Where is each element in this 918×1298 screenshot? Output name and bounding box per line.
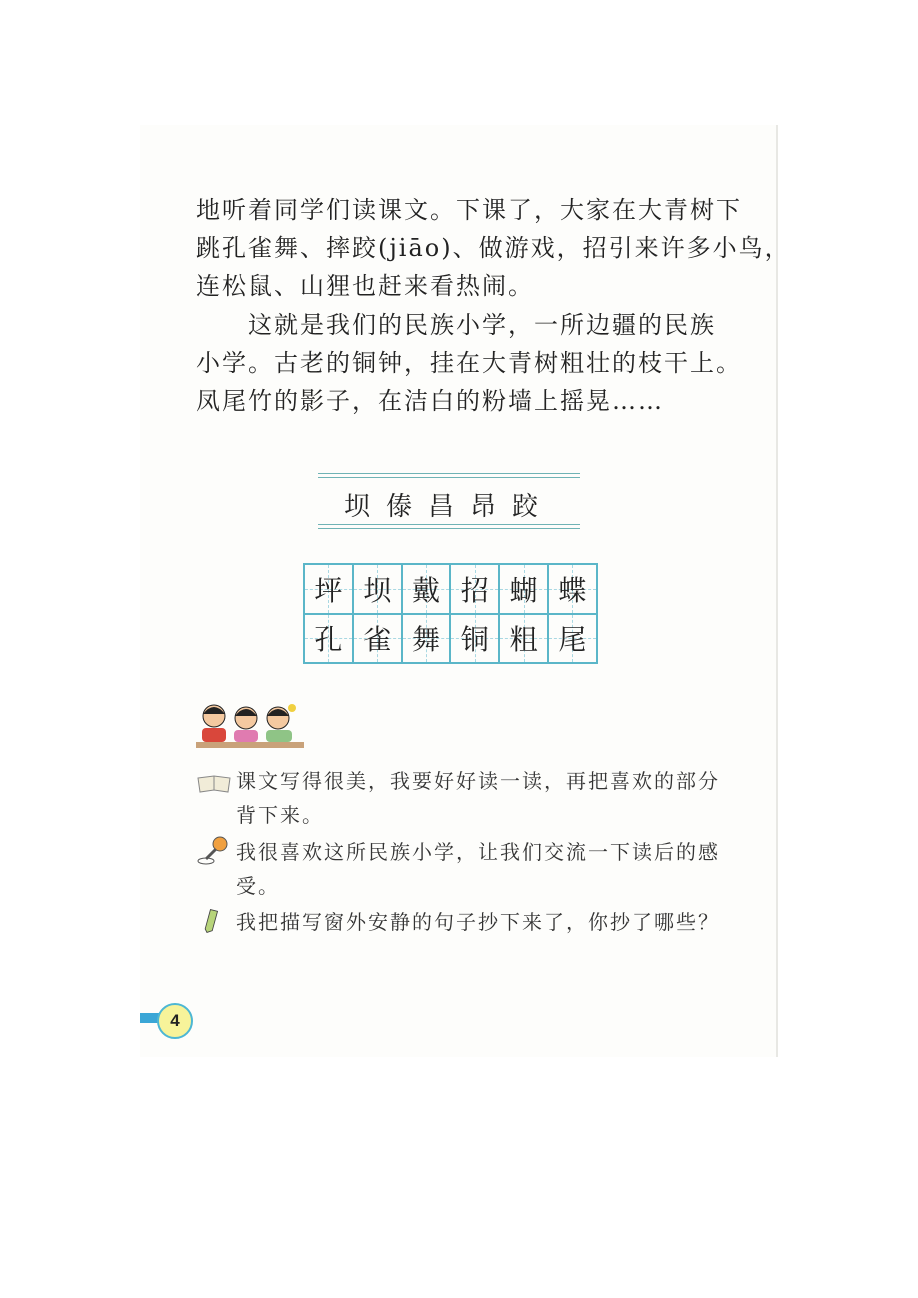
- new-words: 坝傣昌昂跤: [343, 492, 554, 522]
- grid-cell: 招: [450, 564, 499, 614]
- grid-cell: 铜: [450, 614, 499, 664]
- grid-cell: 蝶: [548, 564, 597, 614]
- character-grid: [303, 563, 598, 664]
- passage-line: 连松鼠、山狸也赶来看热闹。: [196, 272, 534, 300]
- new-words-box: [318, 473, 580, 529]
- passage-line: 凤尾竹的影子，在洁白的粉墙上摇晃……: [196, 387, 664, 415]
- tip-text: 课文写得很美，我要好好读一读，再把喜欢的部分: [236, 769, 720, 793]
- tip-text: 受。: [236, 874, 280, 898]
- grid-cell: 坝: [353, 564, 402, 614]
- grid-cell: 戴: [402, 564, 451, 614]
- pencil-icon: [196, 906, 232, 936]
- grid-cell: 孔: [304, 614, 353, 664]
- children-illustration-icon: [196, 700, 304, 750]
- grid-cell: 粗: [499, 614, 548, 664]
- passage-line: 跳孔雀舞、摔跤(jiāo)、做游戏，招引来许多小鸟，: [196, 234, 791, 262]
- passage-line: 这就是我们的民族小学，一所边疆的民族: [196, 311, 716, 339]
- grid-cell: 蝴: [499, 564, 548, 614]
- grid-cell: 坪: [304, 564, 353, 614]
- tip-text: 我把描写窗外安静的句子抄下来了，你抄了哪些？: [236, 910, 720, 934]
- grid-cell: 舞: [402, 614, 451, 664]
- tip-text: 背下来。: [236, 803, 324, 827]
- grid-cell: 雀: [353, 614, 402, 664]
- tip-text: 我很喜欢这所民族小学，让我们交流一下读后的感: [236, 840, 720, 864]
- passage-line: 地听着同学们读课文。下课了，大家在大青树下: [196, 196, 742, 224]
- book-icon: [196, 768, 232, 798]
- microphone-icon: [196, 835, 232, 865]
- grid-cell: 尾: [548, 614, 597, 664]
- passage-line: 小学。古老的铜钟，挂在大青树粗壮的枝干上。: [196, 349, 742, 377]
- page-number: 4: [157, 1003, 193, 1039]
